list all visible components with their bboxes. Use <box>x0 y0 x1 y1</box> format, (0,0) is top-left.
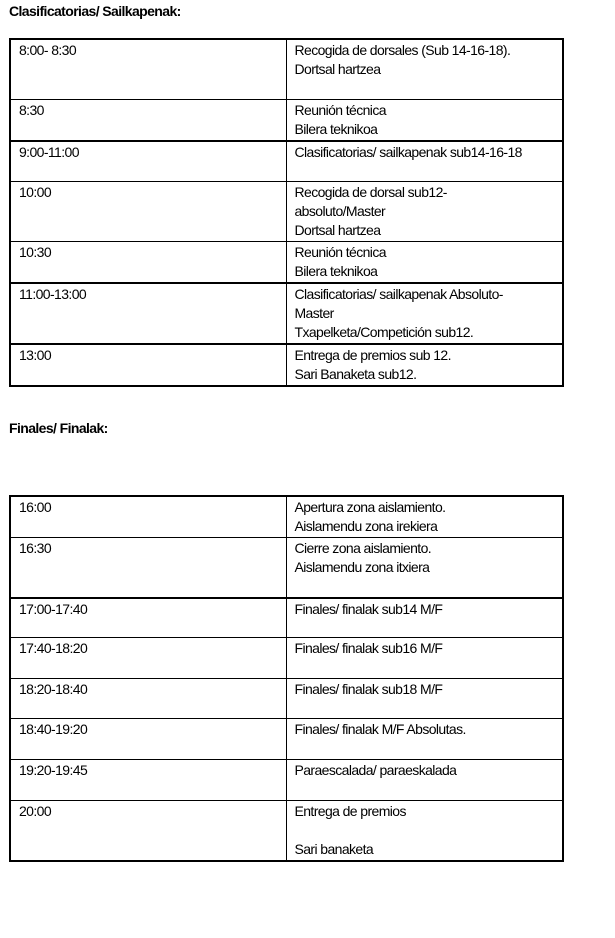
description-line: Aislamendu zona irekiera <box>294 518 438 534</box>
table-row <box>10 344 563 386</box>
description-line: Recogida de dorsales (Sub 14-16-18). <box>294 42 511 58</box>
description-cell <box>286 242 563 284</box>
description-cell <box>286 182 563 242</box>
description-line: Aislamendu zona itxiera <box>294 559 430 575</box>
table-row <box>10 141 563 182</box>
description-line: Master <box>294 305 334 321</box>
time-cell: 18:20-18:40 <box>10 679 286 719</box>
description-line: Finales/ finalak M/F Absolutas. <box>294 721 466 737</box>
time-cell: 11:00-13:00 <box>10 283 286 344</box>
table-row <box>10 242 563 284</box>
table-row <box>10 496 563 538</box>
table-row <box>10 801 563 862</box>
table-row <box>10 538 563 598</box>
finals-schedule-table <box>9 495 564 862</box>
description-line <box>295 821 555 840</box>
description-cell <box>286 141 563 182</box>
description-line: Reunión técnica <box>294 101 386 118</box>
time-cell: 8:30 <box>10 99 286 141</box>
description-line: Clasificatorias/ sailkapenak Absoluto- <box>294 286 503 302</box>
time-cell: 16:30 <box>10 538 286 598</box>
description-line: absoluto/Master <box>294 203 386 219</box>
description-line: Apertura zona aislamiento. <box>294 499 446 515</box>
description-line: Bilera teknikoa <box>294 263 378 279</box>
description-cell <box>286 719 563 760</box>
time-cell: 8:00- 8:30 <box>10 39 286 99</box>
description-line: Finales/ finalak sub14 M/F <box>294 600 443 617</box>
description-line: Finales/ finalak sub18 M/F <box>294 681 443 697</box>
description-cell <box>286 99 563 141</box>
description-line: Entrega de premios sub 12. <box>294 347 451 363</box>
description-cell <box>286 496 563 538</box>
description-line: Paraescalada/ paraeskalada <box>294 762 457 778</box>
time-cell: 19:20-19:45 <box>10 760 286 801</box>
table-row <box>10 182 563 242</box>
time-cell: 17:40-18:20 <box>10 638 286 679</box>
description-cell <box>286 344 563 386</box>
table-row <box>10 638 563 679</box>
table-row <box>10 99 563 141</box>
description-line: Cierre zona aislamiento. <box>294 540 432 556</box>
description-cell <box>286 598 563 638</box>
time-cell: 17:00-17:40 <box>10 598 286 638</box>
finals-heading: Finales/ Finalak: <box>9 420 108 436</box>
description-cell <box>286 638 563 679</box>
qualifiers-schedule-table <box>9 38 564 387</box>
description-cell <box>286 283 563 344</box>
description-line: Sari banaketa <box>294 841 374 857</box>
description-cell <box>286 801 563 862</box>
time-cell: 18:40-19:20 <box>10 719 286 760</box>
description-line: Bilera teknikoa <box>294 120 378 137</box>
description-line: Finales/ finalak sub16 M/F <box>294 640 443 656</box>
time-cell: 13:00 <box>10 344 286 386</box>
description-line: Clasificatorias/ sailkapenak sub14-16-18 <box>294 143 522 160</box>
description-cell <box>286 538 563 598</box>
time-cell: 9:00-11:00 <box>10 141 286 182</box>
description-line: Entrega de premios <box>294 803 406 819</box>
description-line: Txapelketa/Competición sub12. <box>294 324 474 340</box>
qualifiers-heading: Clasificatorias/ Sailkapenak: <box>9 3 181 19</box>
time-cell: 16:00 <box>10 496 286 538</box>
table-row <box>10 39 563 99</box>
description-line: Reunión técnica <box>294 244 386 260</box>
table-row <box>10 760 563 801</box>
time-cell: 10:30 <box>10 242 286 284</box>
description-line: Dortsal hartzea <box>294 222 381 238</box>
table-row <box>10 679 563 719</box>
table-row <box>10 598 563 638</box>
time-cell: 20:00 <box>10 801 286 862</box>
description-line: Recogida de dorsal sub12- <box>294 184 447 200</box>
description-cell <box>286 679 563 719</box>
description-cell <box>286 760 563 801</box>
description-cell <box>286 39 563 99</box>
table-row <box>10 283 563 344</box>
description-line: Dortsal hartzea <box>294 61 381 77</box>
table-row <box>10 719 563 760</box>
description-line: Sari Banaketa sub12. <box>294 366 417 382</box>
time-cell: 10:00 <box>10 182 286 242</box>
